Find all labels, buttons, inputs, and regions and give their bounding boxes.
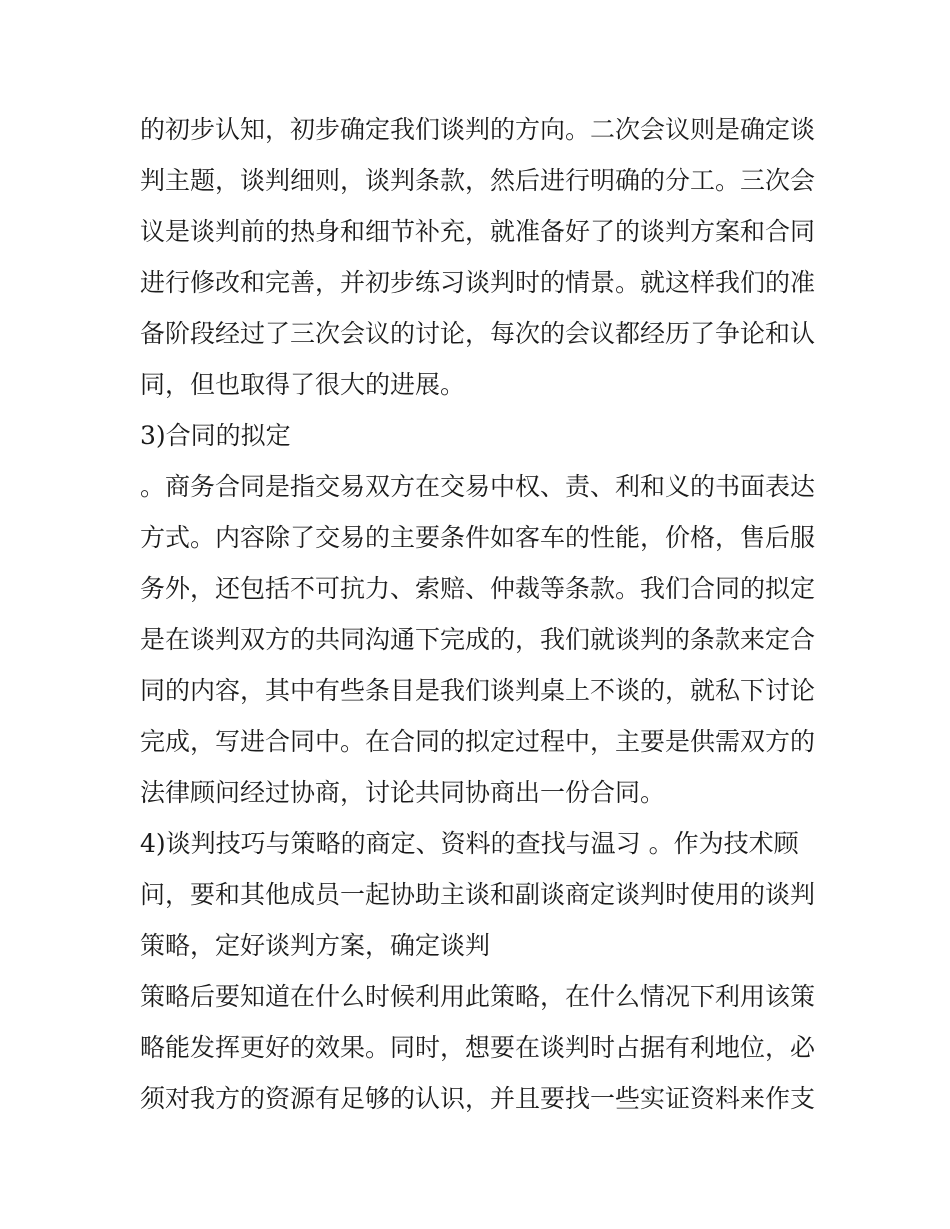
text-line: 进行修改和完善，并初步练习谈判时的情景。就这样我们的准: [140, 268, 816, 297]
text-line: 同，但也取得了很大的进展。: [140, 370, 466, 399]
text-line: 同的内容，其中有些条目是我们谈判桌上不谈的，就私下讨论: [140, 676, 816, 705]
text-line: 备阶段经过了三次会议的讨论，每次的会议都经历了争论和认: [140, 319, 816, 348]
text-line: 议是谈判前的热身和细节补充，就准备好了的谈判方案和合同: [140, 217, 816, 246]
document-body: [140, 104, 820, 1124]
text-line: 略能发挥更好的效果。同时，想要在谈判时占据有利地位，必: [140, 1033, 816, 1062]
text-line: 须对我方的资源有足够的认识，并且要找一些实证资料来作支: [140, 1084, 816, 1113]
text-line: 的初步认知，初步确定我们谈判的方向。二次会议则是确定谈: [140, 115, 816, 144]
section-heading-contract: 3)合同的拟定: [140, 421, 291, 450]
text-line: 方式。内容除了交易的主要条件如客车的性能，价格，售后服: [140, 523, 816, 552]
text-line: 策略后要知道在什么时候利用此策略，在什么情况下利用该策: [140, 982, 816, 1011]
text-line: 法律顾问经过协商，讨论共同协商出一份合同。: [140, 778, 666, 807]
text-line: 完成，写进合同中。在合同的拟定过程中，主要是供需双方的: [140, 727, 816, 756]
text-line: 判主题，谈判细则，谈判条款，然后进行明确的分工。三次会: [140, 166, 816, 195]
text-line: 。商务合同是指交易双方在交易中权、责、利和义的书面表达: [140, 472, 816, 501]
text-line: 务外，还包括不可抗力、索赔、仲裁等条款。我们合同的拟定: [140, 574, 816, 603]
section-heading-strategy: 4)谈判技巧与策略的商定、资料的查找与温习 。作为技术顾: [140, 829, 799, 858]
text-line: 问，要和其他成员一起协助主谈和副谈商定谈判时使用的谈判: [140, 880, 816, 909]
text-line: 策略，定好谈判方案，确定谈判: [140, 931, 491, 960]
text-line: 是在谈判双方的共同沟通下完成的，我们就谈判的条款来定合: [140, 625, 816, 654]
